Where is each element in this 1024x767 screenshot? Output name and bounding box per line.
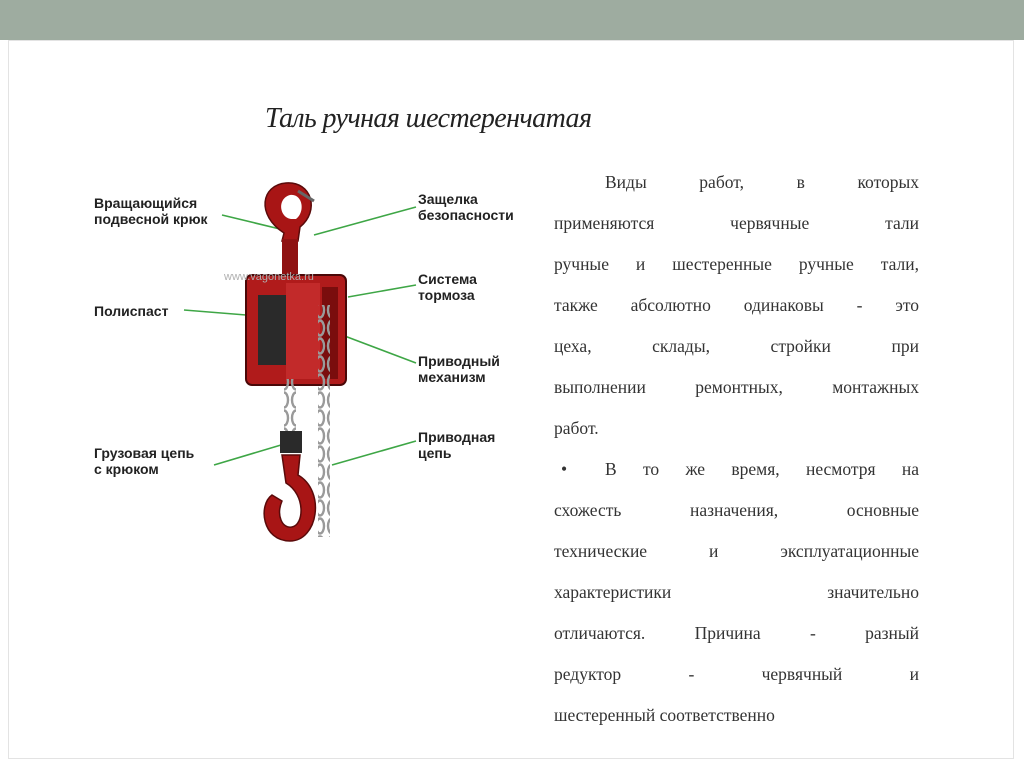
bullet-mark: •: [561, 459, 568, 479]
label-polyspast: Полиспаст: [94, 303, 169, 319]
para2-line: технические и эксплуатационные: [554, 541, 919, 561]
label-safety-latch: Защелка безопасности: [418, 191, 514, 223]
body-text: [554, 162, 919, 736]
label-load-chain: Грузовая цепь с крюком: [94, 445, 195, 477]
hoist-diagram: [86, 175, 532, 555]
para2-line: схожесть назначения, основные: [554, 500, 919, 520]
para2-line: В то же время, несмотря на: [605, 459, 919, 479]
top-band: [0, 0, 1024, 40]
para2-first-line: [554, 449, 919, 490]
para1-line: цеха, склады, стройки при: [554, 336, 919, 356]
para2-line: редуктор - червячный и: [554, 664, 919, 684]
label-brake-system: Система тормоза: [418, 271, 477, 303]
para2-line: характеристики значительно: [554, 582, 919, 602]
para2-line: отличаются. Причина - разный: [554, 623, 919, 643]
para1-line: применяются червячные тали: [554, 213, 919, 233]
slide-title: Таль ручная шестеренчатая: [265, 103, 592, 134]
drive-chain: [318, 305, 330, 537]
para1-line: Виды работ, в которых: [605, 172, 919, 192]
para1-line: ручные и шестеренные ручные тали,: [554, 254, 919, 274]
para1-line: работ.: [554, 418, 599, 438]
bottom-hook: [264, 455, 315, 541]
load-chain: [284, 379, 296, 435]
figure-watermark: www.vagonetka.ru: [224, 271, 314, 283]
label-drive-chain: Приводная цепь: [418, 429, 496, 461]
para1-line: также абсолютно одинаковы - это: [554, 295, 919, 315]
para2-line: шестеренный соответственно: [554, 705, 775, 725]
para1-line: выполнении ремонтных, монтажных: [554, 377, 919, 397]
label-drive-mechanism: Приводный механизм: [418, 353, 500, 385]
label-rotating-hook: Вращающийся подвесной крюк: [94, 195, 208, 227]
